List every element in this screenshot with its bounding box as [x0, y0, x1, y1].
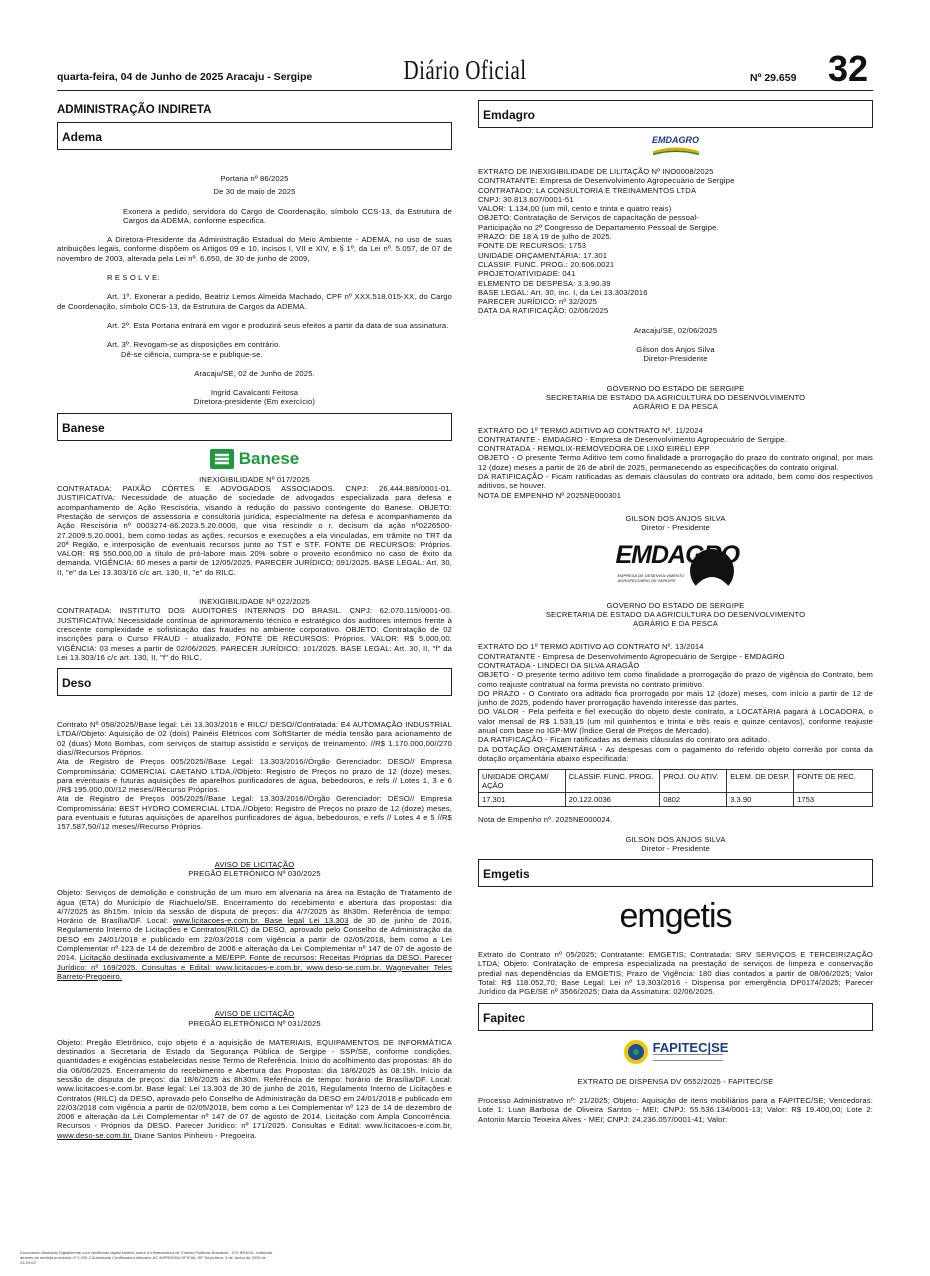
- table-header-cell: CLASSIF. FUNC. PROG.: [565, 770, 660, 793]
- aditivo-1-nota: NOTA DE EMPENHO Nº 2025NE000301: [478, 490, 622, 500]
- inexig-line: FONTE DE RECURSOS: 1753: [478, 241, 587, 251]
- pregao-030-exclusive: Licitação destinada exclusivamente a ME/EPP. Fonte de recursos: Receitas Próprias da DESO. Parecer Jurídico: nº 169/2025. Consultas e Edital: www.licitacoes-e.com.br, www.deso-se.com.br. Wagnevalter Teles Barreto-Pregoeiro.: [57, 953, 452, 981]
- pregao-031-text: Objeto: Pregão Eletrônico, cujo objeto é a aquisição de MATERIAIS, EQUIPAMENTOS DE INFORMÁTICA destinados a Secretaria de Estado da Segurança Pública de Sergipe - SSP/SE, conforme condições, quantidades e exigências estabelecidas nesse Termo de Referência. Início do acolhimento das propostas: 8h do dia 06/06/2025. Encerramento do recebimento e Abertura das Propostas: dia 18/6/2025 às 08:15h. Início da sessão de disputa de preços: dia 18/6/2025 às 8h30m. Referência de tempo: horário de Brasília/DF. Local: www.licitacoes-e.com.br. Base legal: Lei 13.303 de 30 de junho de 2016, Regulamento Interno de Licitações e Contratos (RILC) da DESO, aprovado pelo Conselho de Administração da DESO em 24/01/2018 e publicado em 22/03/2018 com vigência a partir de 02/05/2018, bem como a Lei Complementar nº 123 de 14 de dezembro de 2006 e alteração da Lei Complementar nº 147 de 07 de agosto de 2014. Licitação com Ampla Concorrência. Recursos - Próprios da DESO. Parecer Jurídico: nº 171/2025. Consultas e Edital: www.licitacoes-e.com.br, www.deso-se.com.br. Diane Santos Pinheiro - Pregoeira.: [57, 1037, 452, 1140]
- inexig-line: CONTRATADO: LA CONSULTORIA E TREINAMENTOS LTDA: [478, 185, 697, 195]
- aditivo-2-line: CONTRATADA - LINDECI DA SILVA ARAGÃO: [478, 660, 640, 670]
- pregao-030-text: Objeto: Serviços de demolição e construção de um muro em alvenaria na área na Estação de Tratamento de água (ETA) do Município de Riachuelo/SE. Encerramento do recebimento e abertura das propostas: dia 4/7/2025 às 8h15m. Início da sessão de disputa de preços: dia 4/7/2025 às 8h30m. Referência de tempo: Horário de Brasília/DF. Local: www.licitacoes-e.com.br. Base legal Lei 13.303 de 30 de junho de 2016, Regulamento Interno de Licitações e Contratos(RILC) da DESO, aprovado pelo Conselho de Administração da DESO em 24/01/2018 e publicado em 22/03/2018 com vigência a partir de 02/05/2018, bem como a Lei Complementar nº 123 de 14 de dezembro de 2006 e alteração da Lei Complementar nº 147 de 07 de agosto de 2014. Licitação destinada exclusivamente a ME/EPP. Fonte de recursos: Receitas Próprias da DESO. Parecer Jurídico: nº 169/2025. Consultas e Edital: www.licitacoes-e.com.br, www.deso-se.com.br. Wagnevalter Teles Barreto-Pregoeiro.: [57, 888, 453, 981]
- aditivo-2-prazo: DO PRAZO - O Contrato ora aditado fica prorrogado por mais 12 (doze) meses, com início a partir de 12 de junho de 2025, podendo haver prorrogação havendo interesse das partes.: [478, 688, 873, 708]
- adema-signatory: Ingrid Cavalcanti Feitosa: [210, 388, 299, 398]
- banese-inexig-1-title: INEXIGIBILIDADE Nº 017/2025: [199, 474, 310, 484]
- edition-number: Nº 29.659: [750, 72, 797, 84]
- table-header-cell: ELEM. DE DESP.: [727, 770, 794, 793]
- section-box-deso: Deso: [57, 668, 452, 696]
- adema-place-date: Aracaju/SE, 02 de Junho de 2025.: [194, 368, 315, 378]
- aditivo-1-ratification: DA RATIFICAÇÃO - Ficam ratificadas as demais cláusulas do contrato ora aditado, bem como dos respectivos aditivos, se houver.: [478, 472, 873, 491]
- gov-header-1: GOVERNO DO ESTADO DE SERGIPE: [606, 383, 745, 393]
- table-header-cell: FONTE DE REC.: [794, 770, 873, 793]
- aditivo-2-valor: DO VALOR - Pela perfeita e fiel execução do objeto deste contrato, a LOCATÁRIA pagará à LOCADORA, o valor mensal de R$ 1.533,15 (um mil quinhentos e trinta e três reais e quinze centavos), conforme reajuste anual com base no IGP-MW (Índice Geral de Preços de Mercado).: [478, 707, 873, 736]
- inexig-line: UNIDADE ORÇAMENTÁRIA: 17.301: [478, 250, 608, 260]
- article-3-publish: Dê-se ciência, cumpra-se e publique-se.: [121, 349, 263, 359]
- aditivo-2-nota: Nota de Empenho nº. 2025NE000024.: [478, 815, 613, 825]
- emdagro-small-wordmark: EMDAGRO: [652, 135, 699, 145]
- section-box-emdagro: Emdagro: [478, 100, 873, 128]
- emdagro-signatory-2: GILSON DOS ANJOS SILVA: [625, 513, 726, 523]
- pregao-030: PREGÃO ELETRÔNICO Nº 030/2025: [188, 868, 321, 878]
- section-box-banese: Banese: [57, 413, 452, 441]
- emdagro-role-2: Diretor - Presidente: [641, 523, 710, 533]
- deso-ata-1: Ata de Registro de Preços 005/2025//Base Legal: 13.303/2016//Órgão Gerenciador: DESO// Empresa Compromissária: COMERCIAL CAETANO LTDA.//Objeto: Registro de Preços no prazo de 12 (doze) meses, para eventuais e futuras aquisições de aparelhos purificadores de água, bebedouros, e refs // Lotes 1, 3 e 6 //R$ 195.000,00//12 meses//Recurso Próprios.: [57, 757, 452, 795]
- inexig-line: BASE LEGAL: Art. 30, inc. I, da Lei 13.303/2016: [478, 287, 648, 297]
- portaria-ementa: Exonera a pedido, servidora do Cargo de Coordenação, símbolo CCS-13, da Estrutura de Cargos da ADEMA, conforme especifica.: [123, 206, 452, 225]
- inexig-line: Participação no 2º Congresso de Departamento Pessoal de Sergipe.: [478, 222, 719, 232]
- table-header-cell: UNIDADE ORÇAM/ AÇÃO: [479, 770, 566, 793]
- aditivo-1-line: CONTRATADA - REMOLIX-REMOVEDORA DE LIXO EIRELI EPP: [478, 444, 710, 454]
- emdagro-signatory-1: Gilson dos Anjos Silva: [636, 345, 715, 355]
- banese-inexig-2-text: CONTRATADA: INSTITUTO DOS AUDITORES INTERNOS DO BRASIL. CNPJ: 62.070.115/0001-00. JUSTIFICATIVA: Necessidade contínua de aprimoramento técnico e estratégico dos auditores internos frente à crescente complexidade e sofisticação das fraudes no ambiente corporativo. OBJETO: Contratação de 02 inscrições para o Curso FRAUD - atualizado. FONTE DE RECURSOS: Próprios. VALOR: R$ 5.000,00. VIGÊNCIA: 03 meses a partir de 02/06/2025. PARECER JURÍDICO: 101/2025. BASE LEGAL: Art. 30, II, "f" da Lei 13.303/16 c/c art. 130, II, "f" do RILC.: [57, 606, 452, 662]
- fapitec-title: EXTRATO DE DISPENSA DV 0552/2025 - FAPITEC/SE: [577, 1076, 774, 1086]
- aditivo-1-object: OBJETO - O presente Termo Aditivo tem como finalidade a prorrogação do prazo do contrato original, por mais 12 (doze) meses a partir de 26 de abril de 2025, permanecendo as especificações do contrato original.: [478, 453, 873, 472]
- inexig-line: ELEMENTO DE DESPESA: 3.3.90.39: [478, 278, 611, 288]
- inexig-line: CONTRATANTE: Empresa de Desenvolvimento Agropecuário de Sergipe: [478, 176, 735, 186]
- banese-inexig-1-text: CONTRATADA: PAIXÃO CÔRTES E ADVOGADOS ASSOCIADOS. CNPJ: 26.444.885/0001-01. JUSTIFICATIVA: Necessidade de atuação de sociedade de advogados especializada para defesa e acompanhamento de Ação Rescisória, visando à redução do passivo contingente do Banese. OBJETO: Prestação de serviços de assessoria e consultoria jurídica, especialmente na defesa e acompanhamento da Ação Rescisória nº 0003274-86.2023.5.20.0000, que visa rescindir o r. decisum da ação nº0226500-27.2009.5.20.0001, bem como todas as ações, recursos e execuções a ela vinculadas, em trâmite no TRT da 20ª Região, e interposição de eventuais recursos junto ao TST e STF. FONTE DE RECURSOS: Próprios. VALOR: R$ 550.000,00 a título de pró-labore mais 20% sobre o proveito econômico no caso de êxito da demanda. VIGÊNCIA: 60 meses a partir de 12/05/2025. PARECER JURÍDICO: 091/2025. BASE LEGAL: Art. 30, II, "e" da Lei 13.303/16 c/c art. 130, II, "e" do RILC.: [57, 484, 452, 577]
- inexig-line: CNPJ: 30.813.607/0001-51: [478, 194, 574, 204]
- emdagro-role-3: Diretor - Presidente: [641, 843, 710, 853]
- digital-signature-footer: Documento Assinado Digitalmente com certificado digital emitido sobre a Infraestrutura de Chaves Públicas Brasileira - ICP-BRASIL, instituída através da medida provisória nº 2.200-2 Autoridade Certificadora ofiscaes: AC IMPRENSA OFICIAL SP Terça-feira, 3 de Junho de 2025 às 23:19:03: [20, 1250, 273, 1265]
- article-3: Art. 3º. Revogam-se as disposições em contrário.: [107, 340, 281, 350]
- inexig-line: PARECER JURÍDICO: nº 32/2025: [478, 297, 598, 307]
- banese-wordmark: Banese: [238, 448, 300, 468]
- fapitec-seal-icon: [623, 1039, 649, 1065]
- article-1: Art. 1º. Exonerar a pedido, Beatriz Lemos Almeida Machado, CPF nº XXX.518.015-XX, do Cargo de Coordenação, símbolo CCS-13, da Estrutura de Cargos da ADEMA.: [57, 292, 452, 311]
- secretariat-2: SECRETARIA DE ESTADO DA AGRICULTURA DO DESENVOLVIMENTO: [545, 609, 806, 619]
- licitacoes-link[interactable]: www.licitacoes-e.com.br. Base legal Lei 13.303: [173, 916, 349, 926]
- resolve-label: R E S O L V E:: [107, 273, 160, 283]
- emgetis-wordmark: emgetis: [619, 897, 732, 936]
- left-column: [57, 99, 452, 1144]
- emgetis-contract-extract: Extrato do Contrato nº 05/2025; Contratante: EMGETIS; Contratada: SRV SERVIÇOS E TERCEIRIZAÇÃO LTDA; Objeto: Contratação de empresa especializada na prestação de serviços de limpeza e conservação predial nas dependências da EMGETIS; Prazo de Vigência: 180 dias contados a partir de 08/06/2025; Valor Total: R$ 118.052,70; Base Legal: Lei nº 13.303/2016 - Dispensa por emergência DP0174/2025; Parecer Jurídico da PGE/SE nº 3566/2025; Data da Assinatura: 02/06/2025.: [478, 950, 873, 997]
- table-cell: 17.301: [479, 793, 566, 807]
- portaria-date: De 30 de maio de 2025: [213, 187, 296, 197]
- emdagro-small-mark-icon: [651, 145, 701, 155]
- emdagro-big-subtitle: EMPRESA DE DESENVOLVIMENTO AGROPECUÁRIO DE SERGIPE: [617, 572, 685, 583]
- adema-signatory-role: Diretora-presidente (Em exercício): [193, 397, 316, 407]
- emdagro-small-logo: [478, 136, 873, 155]
- section-box-emgetis: Emgetis: [478, 859, 873, 887]
- deso-ata-2: Ata de Registro de Preços 005/2025//Base Legal: 13.303/2016//Órgão Gerenciador: DESO// Empresa Compromissária: BEST HYDRO COMERCIAL LTDA.//Objeto: Registro de Preços no prazo de 12 (doze) meses, para eventuais e futuras aquisições de aparelhos purificadores de água, bebedouros, e refs // Lotes 4 e 5 //R$ 157.587,50//12 meses//Recurso Próprios.: [57, 794, 452, 832]
- table-row: [479, 793, 873, 807]
- aditivo-2-line: CONTRATANTE - Empresa de Desenvolvimento Agropecuário de Sergipe - EMDAGRO: [478, 651, 785, 661]
- banese-logo: [57, 449, 452, 469]
- table-cell: 1753: [794, 793, 873, 807]
- secretariat-1: SECRETARIA DE ESTADO DA AGRICULTURA DO DESENVOLVIMENTO: [545, 392, 806, 402]
- aditivo-2-line: EXTRATO DO 1º TERMO ADITIVO AO CONTRATO Nº. 13/2014: [478, 642, 704, 652]
- table-cell: 3.3.90: [727, 793, 794, 807]
- deso-contract: Contrato Nº 058/2025//Base legal: Lei 13.303/2016 e RILC/ DESO//Contratada: E4 AUTOMAÇÃO INDUSTRIAL LTDA//Objeto: Aquisição de 02 (dois) Painéis Elétricos com SoftStarter de média tensão para acionamento de 02 (duas) Moto Bombas, com serviços de startup assistido e serviços de treinamento. //R$ 1.170.000,00//270 dias//Recursos Próprios.: [57, 720, 452, 757]
- table-cell: 0802: [660, 793, 727, 807]
- aditivo-1-line: CONTRATANTE - EMDAGRO - Empresa de Desenvolvimento Agropecuário de Sergipe.: [478, 434, 787, 444]
- header-date: quarta-feira, 04 de Junho de 2025 Aracaju - Sergipe: [57, 71, 313, 83]
- deso-site-link[interactable]: www.deso-se.com.br.: [57, 1130, 133, 1140]
- table-header-row: [479, 770, 873, 793]
- masthead-title: Diário Oficial: [403, 55, 527, 85]
- section-box-fapitec: Fapitec: [478, 1003, 873, 1031]
- fapitec-extract: Processo Administrativo nº: 21/2025; Objeto: Aquisição de itens mobiliários para a FAPITEC/SE; Vencedoras: Lote 1: Luan Barbosa de Oliveira Santos - MEI; CNPJ: 55.536.134/0001-13; Valor: R$ 19.400,00; Lote 2: Antonio Marcio Teixeira Alves - MEI; CNPJ: 24.236.057/0001-41; Valor:: [478, 1095, 873, 1124]
- emdagro-inexig-extract: [478, 167, 873, 316]
- gov-header-2: GOVERNO DO ESTADO DE SERGIPE: [606, 600, 745, 610]
- emdagro-signatory-3: GILSON DOS ANJOS SILVA: [625, 834, 726, 844]
- fapitec-wordmark: FAPITEC|SE: [652, 1039, 729, 1055]
- inexig-line: DATA DA RATIFICAÇÃO: 02/06/2025: [478, 306, 609, 316]
- section-box-adema: Adema: [57, 122, 452, 150]
- dotacao-table: [478, 769, 873, 807]
- right-column: [478, 99, 873, 1128]
- secretariat-1b: AGRÁRIO E DA PESCA: [633, 402, 718, 412]
- fapitec-tagline-lines: [653, 1054, 723, 1061]
- aditivo-2-object: OBJETO - O presente termo aditivo tem como finalidade a prorrogação do prazo de vigência do Contrato, bem como reajuste contratual na forma prevista no contrato primitivo.: [478, 670, 873, 689]
- table-header-cell: PROJ. OU ATIV.: [660, 770, 727, 793]
- aviso-licitacao-1: AVISO DE LICITAÇÃO: [214, 859, 295, 869]
- portaria-preamble: A Diretora-Presidente da Administração Estadual do Meio Ambiente - ADEMA, no uso de suas atribuições legais, conforme dispõem os Artigos 09 e 10, incisos I, VII e XIV, e § 1º, da Lei nº. 5.057, de 07 de novembro de 2003, alterada pela Lei nº. 6.650, de 30 de junho de 2009,: [57, 235, 452, 263]
- section-title: ADMINISTRAÇÃO INDIRETA: [57, 104, 212, 116]
- header-rule: [57, 90, 873, 91]
- inexig-line: PRAZO: DE 18 A 19 de julho de 2025.: [478, 232, 613, 242]
- aditivo-2-ratification: DA RATIFICAÇÃO - Ficam ratificadas as demais cláusulas do contrato ora aditado.: [478, 735, 770, 745]
- article-2: Art. 2º. Esta Portaria entrará em vigor e produzirá seus efeitos a partir da data de sua assinatura.: [107, 320, 449, 330]
- emdagro-place-date: Aracaju/SE, 02/06/2025: [633, 325, 718, 335]
- aviso-licitacao-2: AVISO DE LICITAÇÃO: [214, 1009, 295, 1019]
- banese-inexig-2-title: INEXIGIBILIDADE Nº 022/2025: [199, 597, 310, 607]
- inexig-line: PROJETO/ATIVIDADE: 041: [478, 269, 576, 279]
- aditivo-1-line: EXTRATO DO 1º TERMO ADITIVO AO CONTRATO Nº. 11/2024: [478, 425, 704, 435]
- inexig-line: OBJETO: Contratação de Serviços de capacitação de pessoal-: [478, 213, 699, 223]
- emgetis-logo: [478, 897, 873, 936]
- emdagro-big-logo: [478, 541, 873, 597]
- secretariat-2b: AGRÁRIO E DA PESCA: [633, 619, 718, 629]
- emdagro-big-wordmark: EMDAGRO: [615, 540, 740, 569]
- inexig-line: CLASSIF. FUNC. PROG.: 20.606.0021: [478, 259, 615, 269]
- pregao-031: PREGÃO ELETRÔNICO Nº 031/2025: [188, 1018, 321, 1028]
- fapitec-logo: [478, 1039, 873, 1065]
- table-cell: 20.122.0036: [565, 793, 660, 807]
- page-number: 32: [828, 48, 869, 89]
- portaria-number: Portaria nº 86/2025: [220, 174, 289, 183]
- aditivo-2-dotacao: DA DOTAÇÃO ORÇAMENTÁRIA - As despesas com o pagamento do referido objeto correrão por conta da dotação orçamentária abaixo especificada:: [478, 744, 873, 763]
- inexig-line: VALOR: 1.134,00 (um mil, cento e trinta e quatro reais): [478, 204, 672, 214]
- emdagro-role-1: Diretor-Presidente: [643, 354, 708, 364]
- inexig-line: EXTRATO DE INEXIGIBILIDADE DE LILITAÇÃO Nº INO0008/2025: [478, 167, 714, 176]
- banese-mark-icon: [210, 449, 234, 469]
